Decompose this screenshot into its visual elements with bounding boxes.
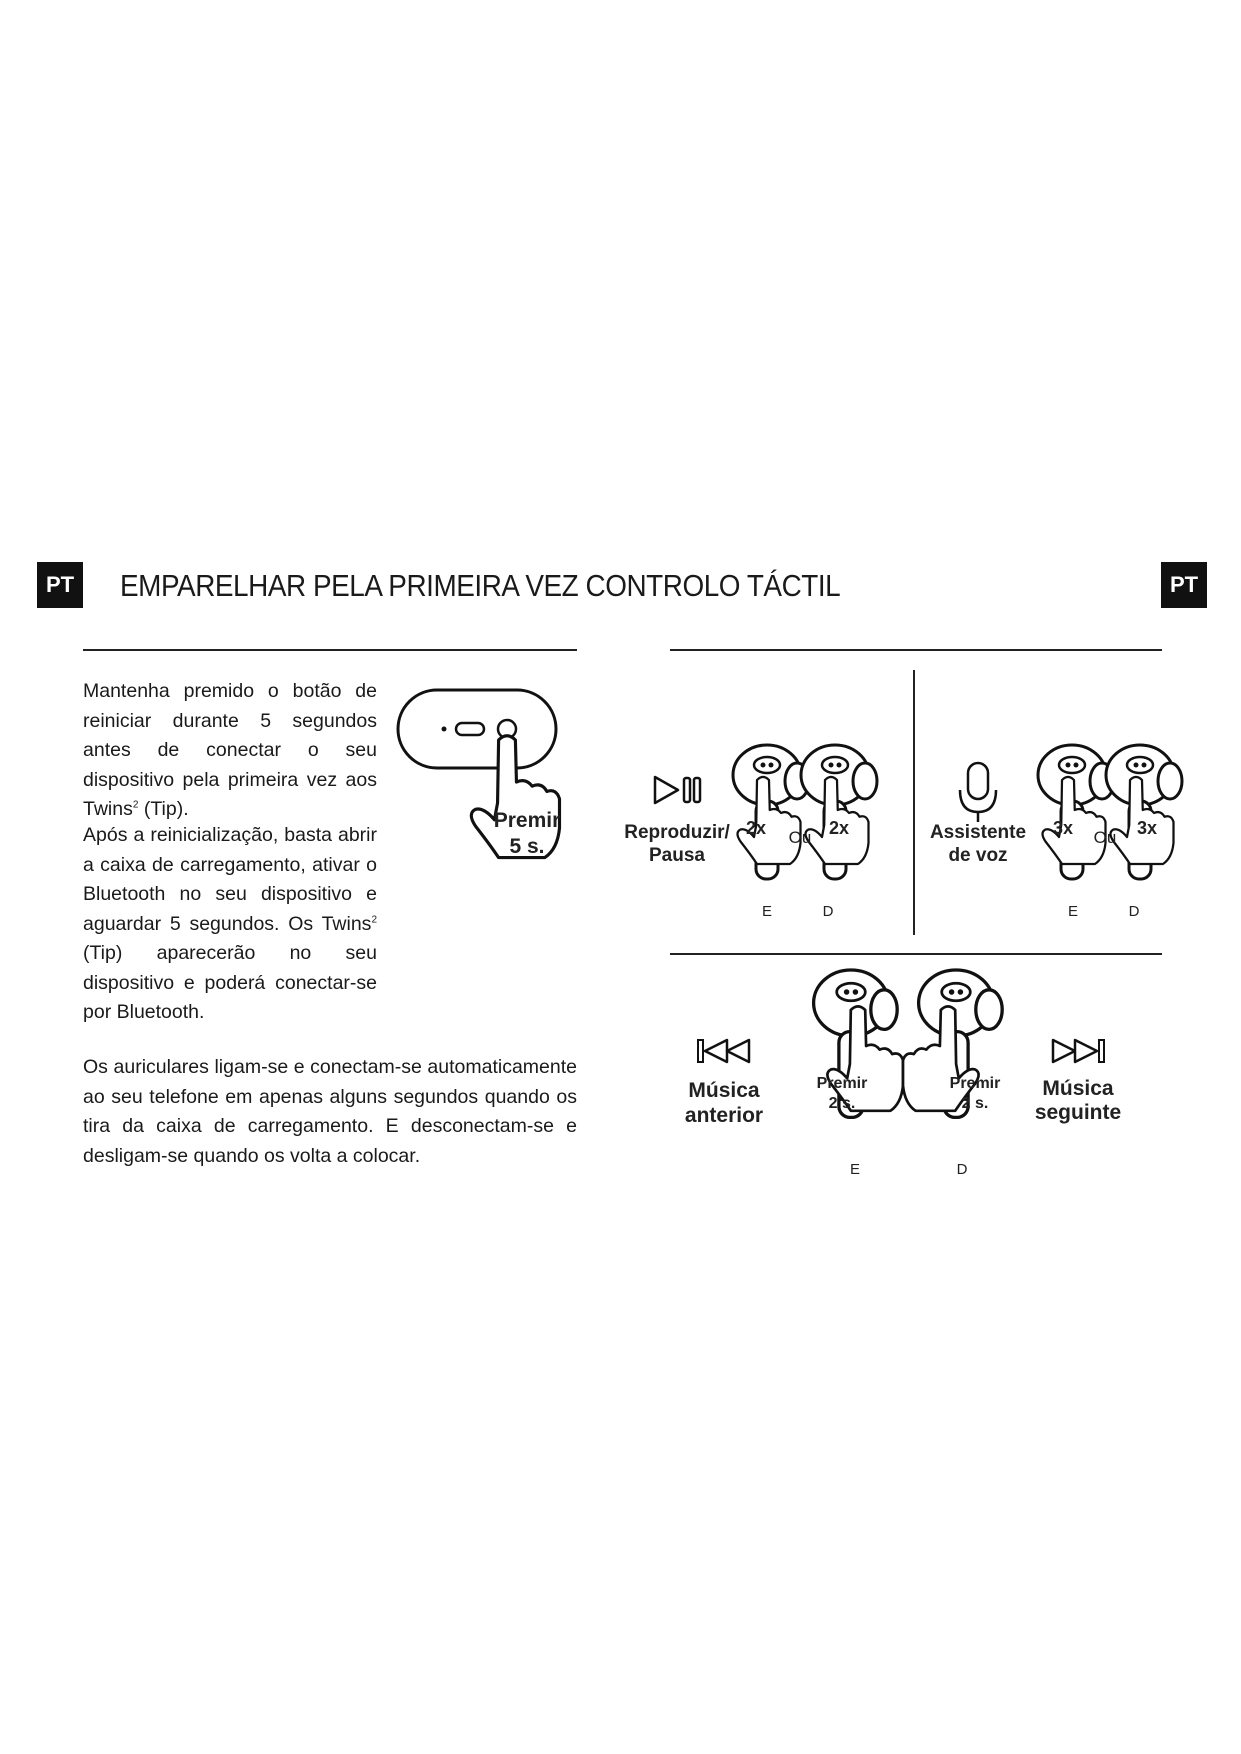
prev-press-1: Premir xyxy=(816,1075,868,1092)
voice-label-2: de voz xyxy=(948,845,1008,866)
prev-side: E xyxy=(849,1161,861,1178)
play-tap-right: 2x xyxy=(828,818,850,838)
play-side-right: D xyxy=(822,903,834,920)
reset-duration-label: 5 s. xyxy=(509,835,545,858)
paragraph-pairing: Após a reinicialização, basta abrir a caixa de carregamento, ativar o Bluetooth no seu dispositivo e aguardar 5 segundos. Os Twins$^2$ (Tip) aparecerão no seu dispositivo e poderá conectar-se por Bluetooth. xyxy=(83,824,377,1023)
prev-label-2: anterior xyxy=(684,1104,764,1127)
next-press-2: 2 s. xyxy=(961,1095,989,1112)
play-side-left: E xyxy=(761,903,773,920)
next-side: D xyxy=(956,1161,968,1178)
play-tap-left: 2x xyxy=(745,818,767,838)
language-badge-left: PT xyxy=(37,562,83,608)
paragraph-reset: Mantenha premido o botão de reiniciar durante 5 segundos antes de conectar o seu dispositivo pela primeira vez aos Twins$^2$ (Tip). xyxy=(83,680,377,820)
previous-track-icon xyxy=(698,1040,749,1062)
language-badge-right: PT xyxy=(1161,562,1207,608)
play-pause-label-2: Pausa xyxy=(649,845,705,866)
next-label-2: seguinte xyxy=(1034,1101,1122,1124)
prev-label-1: Música xyxy=(688,1079,760,1102)
page-title: EMPARELHAR PELA PRIMEIRA VEZ CONTROLO TÁCTIL xyxy=(120,568,841,603)
voice-side-left: E xyxy=(1067,903,1079,920)
play-pause-label-1: Reproduzir/ xyxy=(624,822,730,843)
prev-press-2: 2 s. xyxy=(828,1095,856,1112)
paragraph-auto-connect: Os auriculares ligam-se e conectam-se automaticamente ao seu telefone em apenas alguns segundos quando os tira da caixa de carregamento. E desconectam-se e desligam-se quando os volta a colocar. xyxy=(83,1056,577,1167)
voice-label-1: Assistente xyxy=(929,822,1027,843)
charging-case-icon xyxy=(398,690,556,768)
microphone-icon xyxy=(960,763,996,822)
next-label-1: Música xyxy=(1042,1077,1114,1100)
next-track-icon xyxy=(1053,1040,1104,1062)
play-pause-icon xyxy=(655,777,700,803)
voice-side-right: D xyxy=(1128,903,1140,920)
voice-tap-right: 3x xyxy=(1136,818,1158,838)
voice-tap-left: 3x xyxy=(1052,818,1074,838)
reset-press-label: Premir xyxy=(493,809,561,832)
next-press-1: Premir xyxy=(949,1075,1001,1092)
play-or: Ou xyxy=(788,828,812,847)
voice-or: Ou xyxy=(1093,828,1117,847)
